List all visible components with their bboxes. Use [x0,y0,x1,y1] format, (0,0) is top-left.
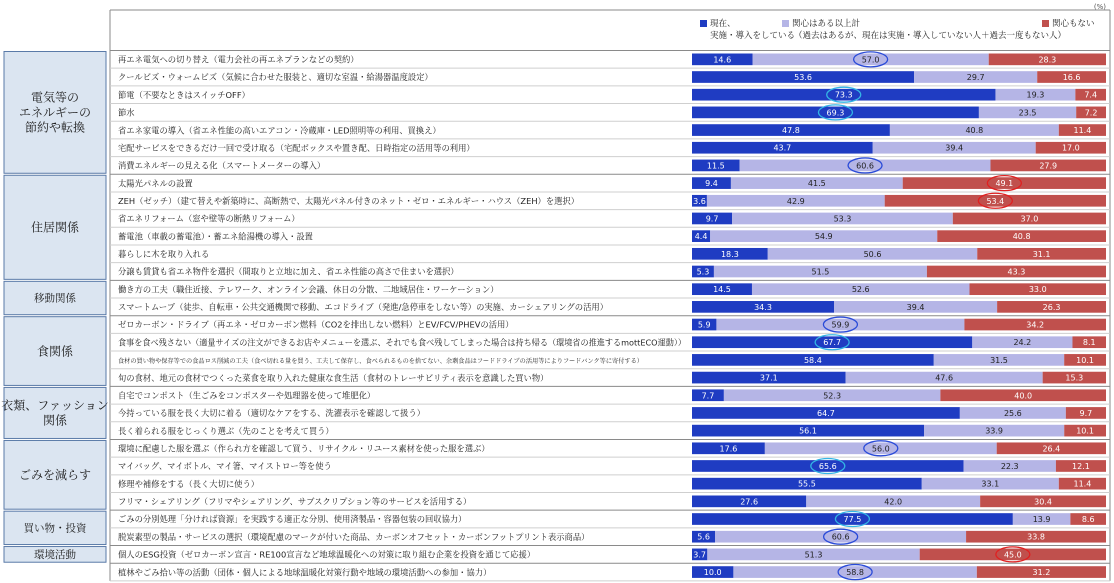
group-label: 節約や転換 [24,120,86,135]
value-label: 22.3 [1000,461,1019,471]
row-label: クールビズ・ウォームビズ（気候に合わせた服装と、適切な室温・給湯器温度設定） [118,72,433,83]
unit-label: (%) [1093,3,1106,11]
row-label: 消費エネルギーの見える化（スマートメーターの導入） [118,160,326,171]
value-label: 52.6 [851,285,870,295]
row-label: 長く着られる服をじっくり選ぶ（先のことを考えて買う） [118,425,334,436]
legend-interest-note: （過去はあるが、現在は実施・導入していない人＋過去一度もない人） [794,31,1067,41]
value-label: 73.3 [834,90,853,100]
row-label: 食事を食べ残さない（適量サイズの注文ができるお店やメニューを選ぶ、それでも食べ残してしまった場合は持ち帰る（環境省の推進するmottECO運動）） [118,337,686,348]
value-label: 8.1 [1082,338,1096,348]
value-label: 64.7 [817,408,835,418]
value-label: 33.8 [1027,532,1045,542]
group-label: 移動関係 [34,292,76,305]
value-label: 30.4 [1034,497,1052,507]
row-label: 暮らしに木を取り入れる [118,249,210,260]
row-label: 太陽光パネルの設置 [118,178,193,189]
group-label: ごみを減らす [18,468,92,483]
value-label: 33.0 [1028,285,1047,295]
row-label: 自宅でコンポスト（生ごみをコンポスターや処理器を使って堆肥化） [118,390,376,401]
value-label: 5.9 [697,320,711,330]
value-label: 25.6 [1003,408,1022,418]
group-label: 環境活動 [34,549,76,562]
value-label: 60.6 [831,532,850,542]
value-label: 17.6 [719,444,738,454]
value-label: 77.5 [843,515,862,525]
value-label: 42.9 [786,196,805,206]
value-label: 27.9 [1039,161,1058,171]
value-label: 14.5 [713,285,731,295]
value-label: 31.2 [1032,568,1051,578]
row-label: フリマ・シェアリング（フリマやシェアリング、サブスクリプション等のサービスを活用する） [118,496,472,507]
value-label: 7.2 [1084,108,1098,118]
row-label: 環境に配慮した服を選ぶ（作られ方を確認して買う、リサイクル・リユース素材を使った服を選ぶ） [118,443,490,454]
value-label: 17.0 [1061,143,1080,153]
row-label: マイバッグ、マイボトル、マイ箸、マイストロー等を使う [118,461,332,472]
group-label: 電気等の [30,90,80,105]
value-label: 40.8 [1012,232,1031,242]
value-label: 23.5 [1018,108,1037,118]
value-label: 52.3 [823,391,842,401]
value-label: 56.1 [799,426,817,436]
value-label: 55.5 [797,479,816,489]
value-label: 24.2 [1013,338,1032,348]
row-label: 脱炭素型の製品・サービスの選択（環境配慮のマークが付いた商品、カーボンオフセット・カーボンフットプリント表示商品） [118,531,590,542]
value-label: 69.3 [826,108,845,118]
group-label: 食関係 [36,344,74,359]
row-label: 宅配サービスをできるだけ一回で受け取る（宅配ボックスや置き配、日時指定の活用等の利用） [118,142,475,153]
value-label: 58.4 [803,355,822,365]
row-label: 今持っている服を長く大切に着る（適切なケアをする、洗濯表示を確認して扱う） [118,408,425,419]
legend-none-label: 関心もない [1052,19,1095,29]
value-label: 59.9 [831,320,850,330]
row-label: 食材の買い物や保存等での食品ロス削減の工夫（食べ切れる量を買う、工夫して保存し、食べられるものを捨てない、余剰食品はフードドライブの活用等によりフードバンク等に寄付する） [118,358,643,366]
value-label: 28.3 [1038,55,1057,65]
value-label: 56.0 [871,444,890,454]
group-label: 住居関係 [30,220,80,235]
value-label: 14.6 [713,55,732,65]
value-label: 19.3 [1026,90,1045,100]
value-label: 67.7 [823,338,842,348]
value-label: 43.7 [773,143,792,153]
value-label: 10.0 [703,568,722,578]
value-label: 43.3 [1007,267,1026,277]
value-label: 11.4 [1073,479,1092,489]
value-label: 34.2 [1026,320,1045,330]
value-label: 47.8 [782,126,800,136]
value-label: 60.6 [856,161,874,171]
value-label: 11.4 [1073,126,1092,136]
value-label: 49.1 [995,179,1014,189]
value-label: 50.6 [863,249,882,259]
value-label: 65.6 [818,461,837,471]
row-label: 個人のESG投資（ゼロカーボン宣言・RE100宣言など地球温暖化への対策に取り組む企業を投資を通じて応援） [118,549,536,560]
legend-now-line2: 実施・導入をしている [710,31,796,41]
row-label: 植林やごみ拾い等の活動（団体・個人による地球温暖化対策行動や地域の環境活動への参加・協力） [118,567,492,578]
row-label: 蓄電池（車載の蓄電池）・蓄エネ給湯機の導入・設置 [118,231,313,242]
value-label: 39.4 [945,143,964,153]
group-label: 買い物・投資 [23,522,87,535]
value-label: 47.6 [935,373,954,383]
value-label: 34.3 [754,302,772,312]
value-label: 51.3 [804,550,823,560]
value-label: 9.4 [705,179,718,189]
row-label: 働き方の工夫（職住近接、テレワーク、オンライン会議、休日の分散、二地域居住・ワーケーション） [118,284,499,295]
row-label: ゼロカーボン・ドライブ（再エネ・ゼロカーボン燃料（CO2を排出しない燃料）とEV/FCV/PHEVの活用） [118,319,514,330]
value-label: 8.6 [1081,515,1095,525]
value-label: 10.1 [1076,426,1095,436]
value-label: 42.0 [884,497,903,507]
legend-now-line1: 現在、 [710,19,736,29]
row-label: 節電（不要なときはスイッチOFF） [118,89,250,100]
value-label: 9.7 [705,214,719,224]
value-label: 18.3 [720,249,739,259]
row-label: スマートムーブ（徒歩、自転車・公共交通機関で移動、エコドライブ（発進/急停車をしない等）の実施、カーシェアリングの活用） [118,302,608,313]
row-label: 省エネ家電の導入（省エネ性能の高いエアコン・冷蔵庫・LED照明等の利用、買換え） [118,125,441,136]
value-label: 40.8 [965,126,984,136]
value-label: 54.9 [814,232,833,242]
value-label: 5.3 [696,267,710,277]
row-label: 旬の食材、地元の食材でつくった菜食を取り入れた健康な食生活（食材のトレーサビリティ表示を意識した買い物） [118,372,549,383]
row-label: 分譲も賃貸も省エネ物件を選択（間取りと立地に加え、省エネ性能の高さで住まいを選択） [118,266,459,277]
value-label: 4.4 [694,232,708,242]
value-label: 37.0 [1020,214,1039,224]
value-label: 11.5 [706,161,725,171]
value-label: 16.6 [1062,73,1081,83]
row-label: 節水 [118,107,135,118]
row-label: 省エネリフォーム（窓や壁等の断熱リフォーム） [118,213,300,224]
value-label: 3.7 [693,550,707,560]
value-label: 51.5 [811,267,830,277]
value-label: 7.7 [701,391,715,401]
row-label: ZEH（ゼッチ）（建て替えや新築時に、高断熱で、太陽光パネル付きのネット・ゼロ・エネルギー・ハウス（ZEH）を選択） [118,195,580,206]
value-label: 57.0 [861,55,880,65]
group-label: 衣類、ファッション [1,398,109,413]
group-label: 関係 [42,413,68,428]
value-label: 53.3 [833,214,852,224]
value-label: 5.6 [697,532,710,542]
legend-interest-label: 関心はある以上計 [792,19,861,29]
value-label: 3.6 [693,196,706,206]
value-label: 29.7 [966,73,985,83]
value-label: 10.1 [1076,355,1094,365]
value-label: 26.4 [1042,444,1061,454]
value-label: 33.9 [985,426,1004,436]
value-label: 53.4 [986,196,1005,206]
value-label: 15.3 [1065,373,1084,383]
value-label: 40.0 [1014,391,1033,401]
value-label: 53.6 [794,73,812,83]
row-label: ごみの分別処理「分ければ資源」を実践する適正な分別、使用済製品・容器包装の回収協力） [118,514,467,525]
value-label: 39.4 [906,302,925,312]
value-label: 27.6 [740,497,759,507]
value-label: 31.5 [990,355,1008,365]
value-label: 7.4 [1084,90,1098,100]
value-label: 33.1 [981,479,1000,489]
value-label: 45.0 [1003,550,1022,560]
value-label: 41.5 [807,179,826,189]
value-label: 12.1 [1072,461,1090,471]
value-label: 58.8 [846,568,865,578]
value-label: 26.3 [1042,302,1061,312]
value-label: 37.1 [759,373,778,383]
value-label: 13.9 [1032,515,1051,525]
value-label: 31.1 [1032,249,1051,259]
group-label: エネルギーの [18,105,92,120]
value-label: 9.7 [1079,408,1093,418]
row-label: 再エネ電気への切り替え（電力会社の再エネプランなどの契約） [118,54,359,65]
row-label: 修理や補修をする（長く大切に使う） [118,478,260,489]
